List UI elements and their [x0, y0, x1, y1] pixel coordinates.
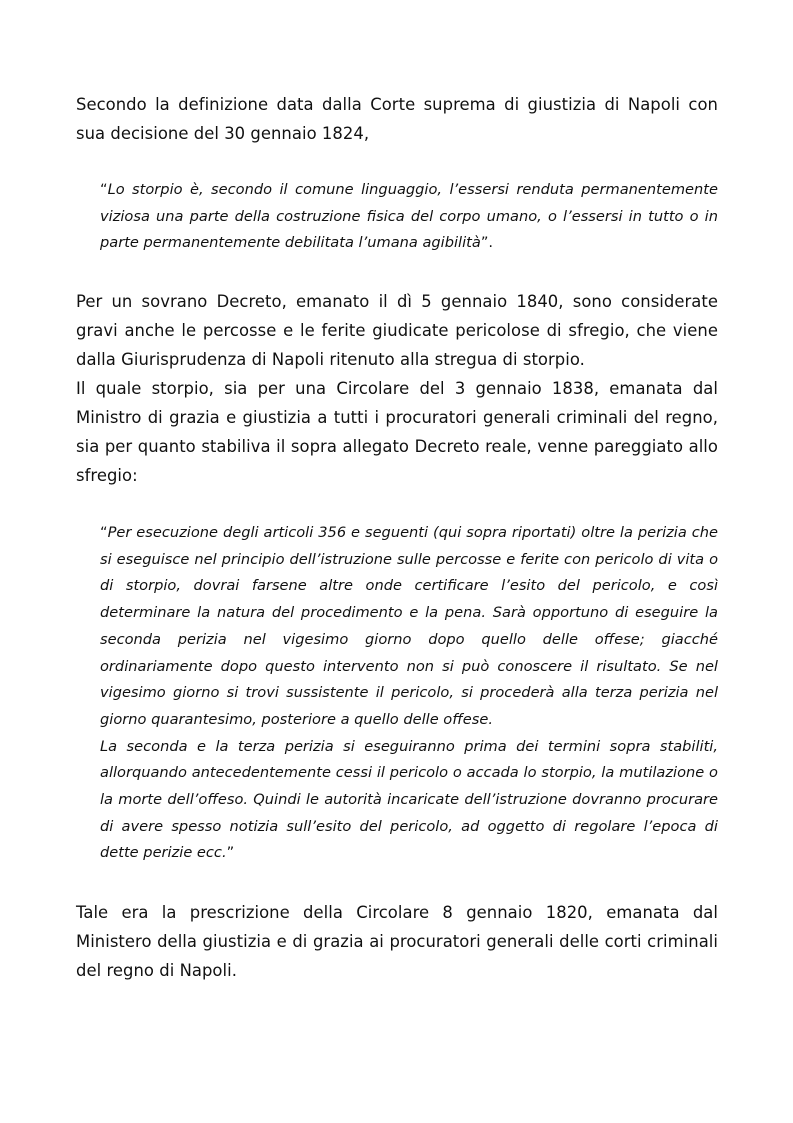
quote-close-mark: ”.	[480, 234, 494, 252]
blockquote-prescription	[100, 520, 718, 867]
quote-open-mark: “	[100, 524, 108, 541]
paragraph-closing: Tale era la prescrizione della Circolare 8 gennaio 1820, emanata dal Ministero della giustizia e di grazia ai procuratori generali delle corti criminali del regno di Napoli.	[76, 903, 718, 980]
paragraph-intro: Secondo la definizione data dalla Corte suprema di giustizia di Napoli con sua decisione del 30 gennaio 1824,	[76, 95, 718, 143]
blockquote-definition	[100, 177, 718, 257]
quote-text-part-b: La seconda e la terza perizia si eseguiranno prima dei termini sopra stabiliti, allorquando antecedentemente cessi il pericolo o accada lo storpio, la mutilazione o la morte dell’offeso. Quindi le autorità incaricate dell’istruzione dovranno procurare di avere spesso notizia sull’esito del pericolo, ad oggetto di regolare l’epoca di dette perizie ecc.	[100, 737, 718, 862]
paragraph-decree: Per un sovrano Decreto, emanato il dì 5 gennaio 1840, sono considerate gravi anche le percosse e le ferite giudicate pericolose di sfregio, che viene dalla Giurisprudenza di Napoli ritenuto alla stregua di storpio.	[76, 292, 718, 369]
quote-open-mark: “	[100, 181, 108, 198]
quote-close-mark: ”	[226, 844, 235, 862]
quote-text: Lo storpio è, secondo il comune linguaggio, l’essersi renduta permanentemente viziosa una parte della costruzione fisica del corpo umano, o l’essersi in tutto o in parte permanentemente debilitata l’umana agibilità	[100, 181, 718, 252]
paragraph-circolare: Il quale storpio, sia per una Circolare del 3 gennaio 1838, emanata dal Ministro di grazia e giustizia a tutti i procuratori generali criminali del regno, sia per quanto stabiliva il sopra allegato Decreto reale, venne pareggiato allo sfregio:	[76, 379, 718, 485]
quote-text-part-a: Per esecuzione degli articoli 356 e seguenti (qui sopra riportati) oltre la perizia che si eseguisce nel principio dell’istruzione sulle percosse e ferite con pericolo di vita o di storpio, dovrai farsene altre onde certificare l’esito del pericolo, e così determinare la natura del procedimento e la pena. Sarà opportuno di eseguire la seconda perizia nel vigesimo giorno dopo quello delle offese; giacché ordinariamente dopo questo intervento non si può conoscere il risultato. Se nel vigesimo giorno si trovi sussistente il pericolo, si procederà alla terza perizia nel giorno quarantesimo, posteriore a quello delle offese.	[100, 524, 718, 728]
